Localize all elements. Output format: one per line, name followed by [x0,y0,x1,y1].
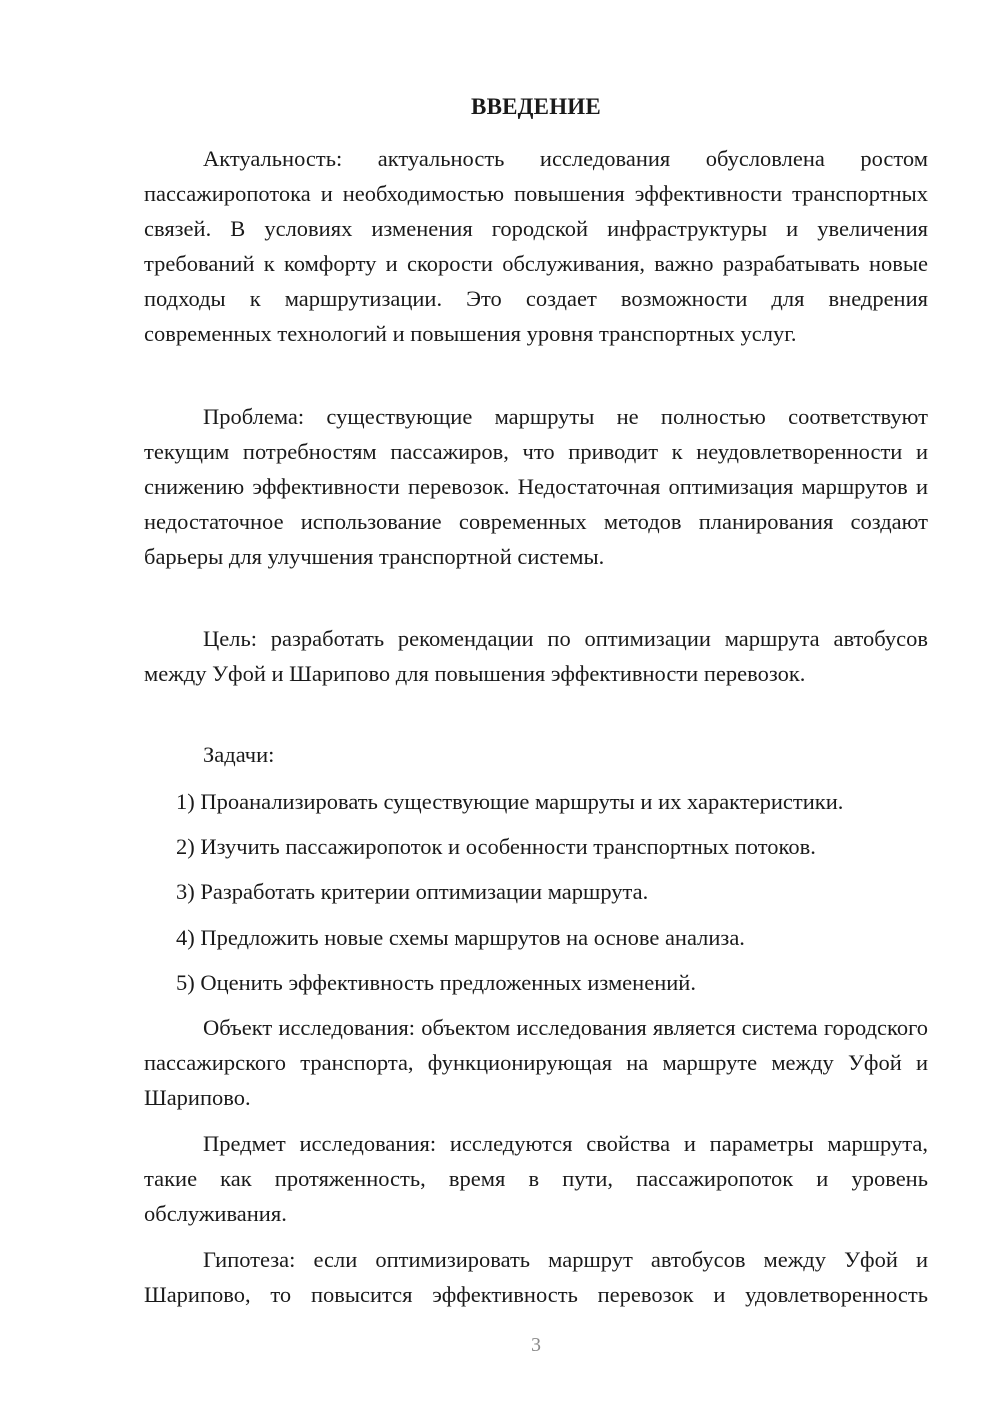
paragraph-relevance: Актуальность: актуальность исследования обусловлена ростом пассажиропотока и необходимостью повышения эффективности транспортных связей. В условиях изменения городской инфраструктуры и увеличения требований к комфорту и скорости обслуживания, важно разрабатывать новые подходы к маршрутизации. Это создает возможности для внедрения современных технологий и повышения уровня транспортных услуг. [144,146,928,346]
paragraph-object: Объект исследования: объектом исследования является система городского пассажирского транспорта, функционирующая на маршруте между Уфой и Шарипово. [144,1015,928,1110]
task-item: 1) Проанализировать существующие маршруты и их характеристики. [176,789,844,814]
paragraph-hypothesis: Гипотеза: если оптимизировать маршрут автобусов между Уфой и Шарипово, то повысится эффективность перевозок и удовлетворенность [144,1247,928,1307]
task-item: 5) Оценить эффективность предложенных изменений. [176,970,696,995]
section-heading: ВВЕДЕНИЕ [471,94,601,119]
paragraph-problem: Проблема: существующие маршруты не полностью соответствуют текущим потребностям пассажиров, что приводит к неудовлетворенности и снижению эффективности перевозок. Недостаточная оптимизация маршрутов и недостаточное использование современных методов планирования создают барьеры для улучшения транспортной системы. [144,404,928,569]
paragraph-subject: Предмет исследования: исследуются свойства и параметры маршрута, такие как протяженность, время в пути, пассажиропоток и уровень обслуживания. [144,1131,928,1226]
page-number: 3 [531,1334,541,1356]
task-item: 2) Изучить пассажиропоток и особенности транспортных потоков. [176,834,816,859]
tasks-title: Задачи: [203,742,275,767]
task-item: 4) Предложить новые схемы маршрутов на основе анализа. [176,925,745,950]
paragraph-goal: Цель: разработать рекомендации по оптимизации маршрута автобусов между Уфой и Шарипово для повышения эффективности перевозок. [144,626,928,686]
task-item: 3) Разработать критерии оптимизации маршрута. [176,879,649,904]
